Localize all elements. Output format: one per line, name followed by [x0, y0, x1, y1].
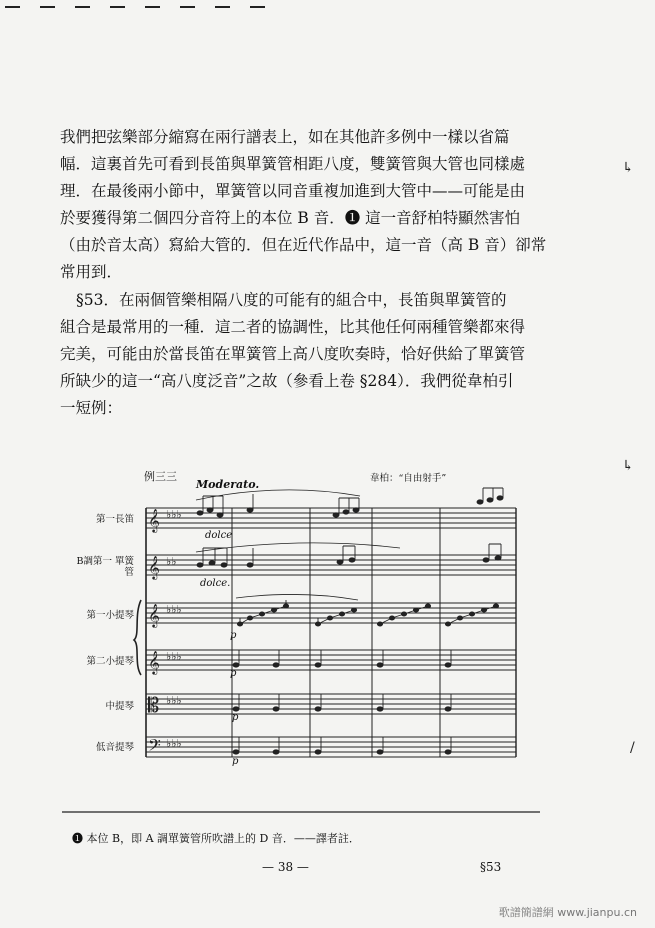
svg-text:𝄞: 𝄞 [148, 603, 160, 627]
footnote: ❶ 本位 B，即 A 調單簧管所吹譜上的 D 音．——譯者註． [72, 832, 360, 845]
page-number: — 38 — [262, 860, 309, 874]
svg-text:♭♭♭: ♭♭♭ [166, 694, 182, 707]
text-line: 所缺少的這一“高八度泛音”之故（參看上卷 §284）．我們從韋柏引 [60, 372, 514, 390]
instrument-label: 第一長笛 [95, 514, 134, 525]
svg-text:♭♭: ♭♭ [166, 555, 177, 568]
watermark: 歌譜簡譜網 www.jianpu.cn [498, 906, 637, 919]
barlines [146, 508, 516, 757]
text-line: 完美，可能由於當長笛在單簧管上高八度吹奏時，恰好供給了單簧管 [60, 345, 526, 363]
example-label: 例三三 [144, 470, 177, 483]
clefs [148, 508, 161, 759]
margin-mark: ↳ [622, 458, 634, 474]
string-brace [134, 600, 141, 675]
svg-text:𝄢: 𝄢 [148, 735, 161, 759]
svg-text:𝄞: 𝄞 [148, 650, 160, 674]
dynamic-marking: dolce [205, 530, 233, 541]
source-attribution: 韋柏：“自由射手” [370, 473, 447, 484]
text-line: 組合是最常用的一種．這二者的協調性，比其他任何兩種管樂都來得 [60, 318, 526, 336]
text-line: 我們把弦樂部分縮寫在兩行譜表上，如在其他許多例中一樣以省篇 [60, 128, 510, 146]
score-staves [146, 508, 516, 757]
margin-mark: / [630, 740, 635, 756]
instrument-label: 低音提琴 [95, 742, 134, 753]
slurs [196, 490, 400, 600]
instrument-label: 中提琴 [105, 701, 134, 712]
tempo-marking: Moderato. [196, 478, 260, 491]
text-line: （由於音太高）寫給大管的．但在近代作品中，這一音（高 B 音）卻常 [60, 236, 547, 254]
text-line: 常用到． [60, 263, 123, 281]
svg-text:𝄞: 𝄞 [148, 508, 160, 532]
dynamic-marking: p [232, 712, 239, 723]
text-line: 於要獲得第二個四分音符上的本位 B 音．❶ 這一音舒柏特顯然害怕 [60, 209, 521, 227]
instrument-label: 第二小提琴 [86, 656, 134, 667]
dynamic-marking: p [230, 668, 237, 679]
text-line: 一短例： [60, 399, 123, 417]
svg-text:𝄞: 𝄞 [148, 555, 160, 579]
instrument-label: 第一小提琴 [86, 610, 134, 621]
svg-text:♭♭♭: ♭♭♭ [166, 737, 182, 750]
svg-text:♭♭♭: ♭♭♭ [166, 603, 182, 616]
svg-text:♭♭♭: ♭♭♭ [166, 650, 182, 663]
dynamic-marking: p [232, 756, 239, 767]
text-line: 理．在最後兩小節中，單簧管以同音重複加進到大管中——可能是由 [60, 182, 526, 200]
dynamic-marking: dolce. [200, 578, 231, 589]
svg-text:♭♭♭: ♭♭♭ [166, 508, 182, 521]
instrument-label: B調第一 單簧管 [76, 556, 134, 578]
svg-text:𝄡: 𝄡 [148, 693, 160, 717]
margin-mark: ↳ [622, 160, 634, 176]
text-line: 幅．這裏首先可看到長笛與單簧管相距八度，雙簧管與大管也同樣處 [60, 155, 526, 173]
section-reference: §53 [480, 860, 502, 874]
dynamic-marking: p [230, 630, 237, 641]
text-line: §53．在兩個管樂相隔八度的可能有的組合中，長笛與單簧管的 [76, 291, 507, 309]
